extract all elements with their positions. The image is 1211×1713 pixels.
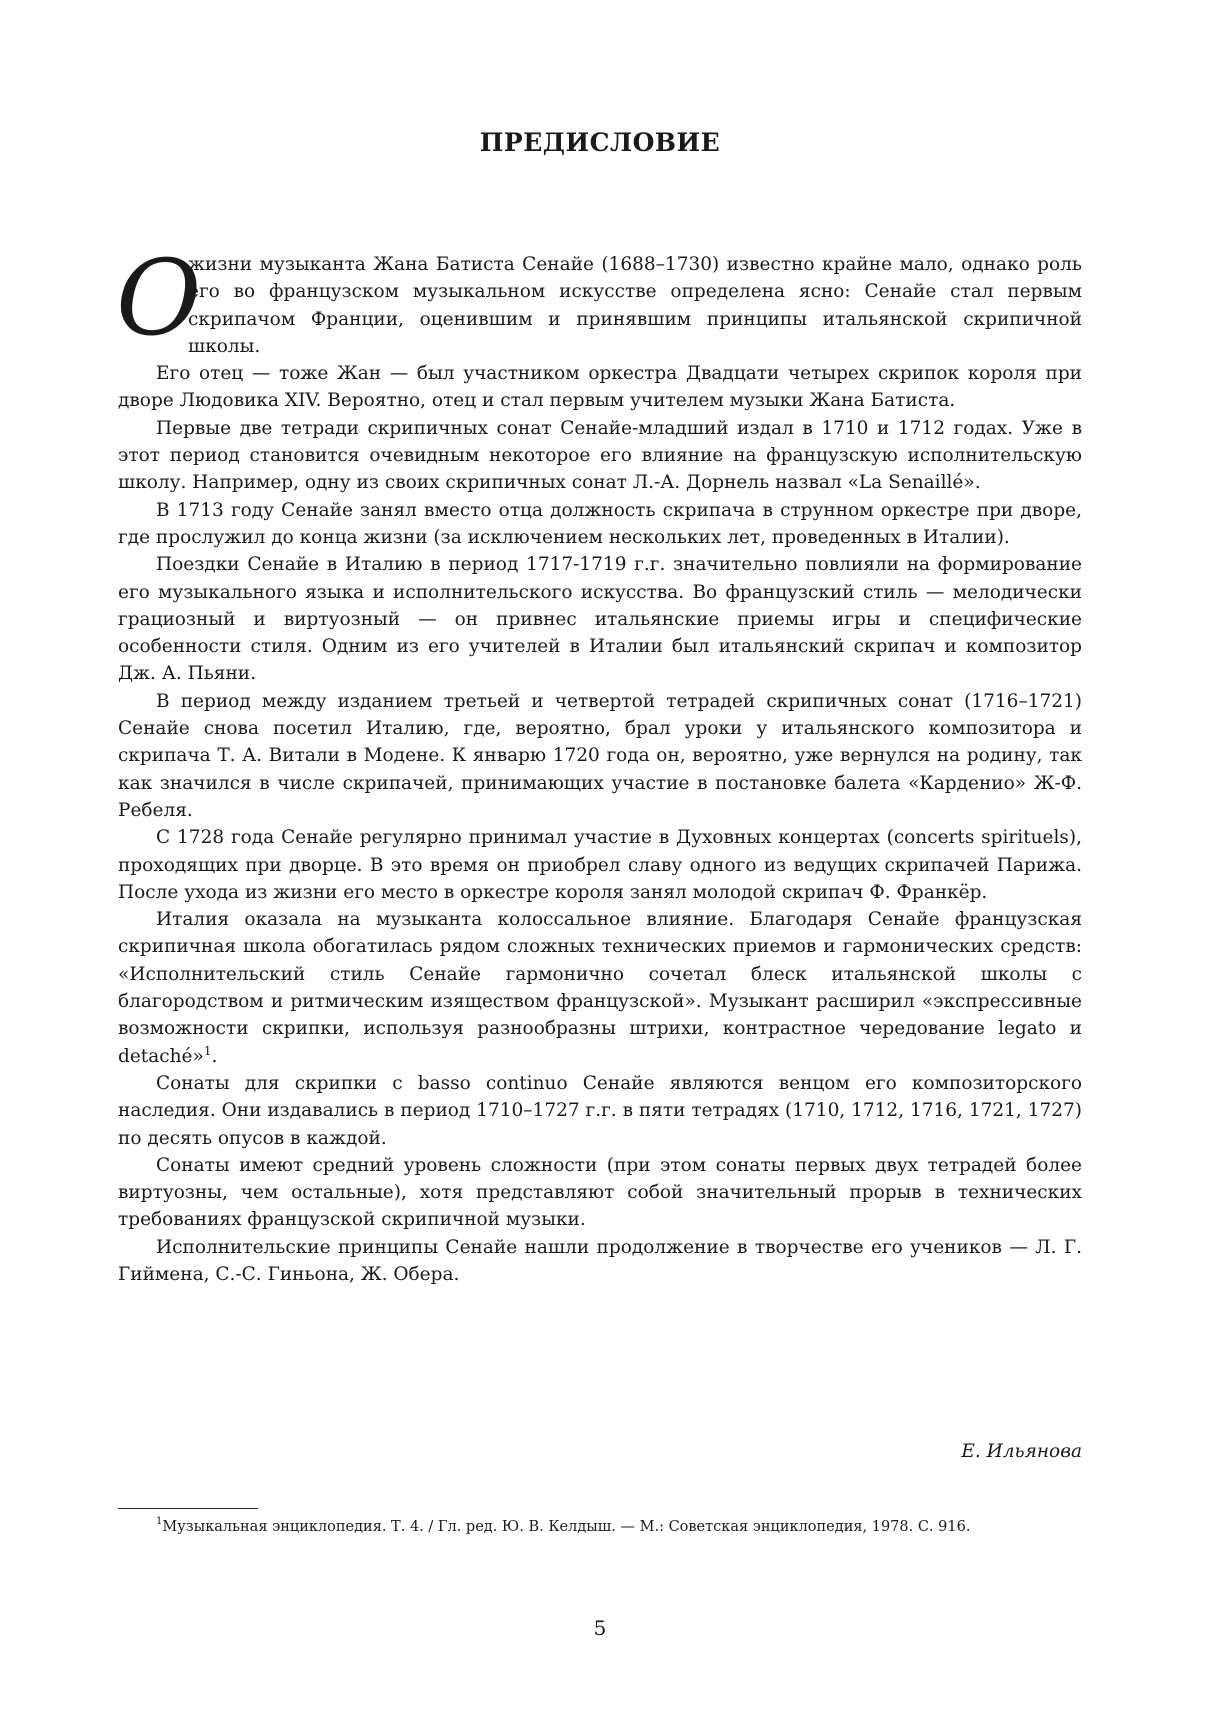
paragraph-8-text: Италия оказала на музыканта колоссальное влияние. Благодаря Сенайе французская скрипичная школа обогатилась рядом сложных технических приемов и гармонических средств: «Исполнительский стиль Сенайе гармонично сочетал блеск итальянской школы с благородством и ритмическим изяществом французской». Музыкант расширил «экспрессивные возможности скрипки, используя разнообразны штрихи, контрастное чередование legato и detaché» xyxy=(118,909,1082,1067)
paragraph-2: Его отец — тоже Жан — был участником оркестра Двадцати четырех скрипок короля при дворе Людовика XIV. Вероятно, отец и стал первым учителем музыки Жана Батиста. xyxy=(118,363,1082,412)
paragraph-3: Первые две тетради скрипичных сонат Сенайе-младший издал в 1710 и 1712 годах. Уже в этот период становится очевидным некоторое его влияние на французскую исполнительскую школу. Например, одну из своих скрипичных сонат Л.-А. Дорнель назвал «La Senaillé». xyxy=(118,417,1082,494)
drop-cap: О xyxy=(116,237,202,359)
paragraph-6: В период между изданием третьей и четвертой тетрадей скрипичных сонат (1716–1721) Сенайе снова посетил Италию, где, вероятно, брал уроки у итальянского композитора и скрипача Т. А. Витали в Модене. К январю 1720 года он, вероятно, уже вернулся на родину, так как значился в числе скрипачей, принимающих участие в постановке балета «Карденио» Ж-Ф. Ребеля. xyxy=(118,690,1082,821)
footnote-number: 1 xyxy=(156,1516,163,1527)
page-number: 5 xyxy=(593,1616,607,1640)
preface-body xyxy=(116,237,1082,1288)
footnote xyxy=(118,1516,1082,1540)
paragraph-7: С 1728 года Сенайе регулярно принимал участие в Духовных концертах (concerts spirituels), проходящих при дворце. В это время он приобрел славу одного из ведущих скрипачей Парижа. После ухода из жизни его место в оркестре короля занял молодой скрипач Ф. Франкёр. xyxy=(118,827,1082,903)
paragraph-9: Сонаты для скрипки с basso continuo Сенайе являются венцом его композиторского наследия. Они издавались в период 1710–1727 г.г. в пяти тетрадях (1710, 1712, 1716, 1721, 1727) по десять опусов в каждой. xyxy=(118,1072,1082,1149)
paragraph-8 xyxy=(118,906,1082,1070)
footnote-divider xyxy=(118,1508,258,1509)
paragraph-5: Поездки Сенайе в Италию в период 1717-1719 г.г. значительно повлияли на формирование его музыкального языка и исполнительского искусства. Во французский стиль — мелодически грациозный и виртуозный — он привнес итальянские приемы игры и специфические особенности стиля. Одним из его учителей в Италии был итальянский скрипач и композитор Дж. А. Пьяни. xyxy=(118,554,1082,685)
paragraph-10: Сонаты имеют средний уровень сложности (при этом сонаты первых двух тетрадей более виртуозны, чем остальные), хотя представляют собой значительный прорыв в технических требованиях французской скрипичной музыки. xyxy=(118,1154,1082,1231)
paragraph-11: Исполнительские принципы Сенайе нашли продолжение в творчестве его учеников — Л. Г. Гиймена, С.-С. Гиньона, Ж. Обера. xyxy=(118,1236,1082,1285)
footnote-reference: 1 xyxy=(203,1043,212,1058)
paragraph-8-end: . xyxy=(211,1045,218,1067)
paragraph-1-text: жизни музыканта Жана Батиста Сенайе (1688–1730) известно крайне мало, однако роль его во французском музыкальном искусстве определена ясно: Сенайе стал первым скрипачом Франции, оценившим и принявшим принципы итальянской скрипичной школы. xyxy=(188,254,1082,357)
document-page xyxy=(118,0,1082,1713)
footnote-text: Музыкальная энциклопедия. Т. 4. / Гл. ред. Ю. В. Келдыш. — М.: Советская энциклопедия, 1978. С. 916. xyxy=(162,1519,971,1535)
paragraph-1 xyxy=(116,237,1082,360)
author-signature: Е. Ильянова xyxy=(961,1441,1082,1462)
paragraph-4: В 1713 году Сенайе занял вместо отца должность скрипача в струнном оркестре при дворе, где прослужил до конца жизни (за исключением нескольких лет, проведенных в Италии). xyxy=(118,499,1082,548)
page-title: ПРЕДИСЛОВИЕ xyxy=(479,128,721,157)
